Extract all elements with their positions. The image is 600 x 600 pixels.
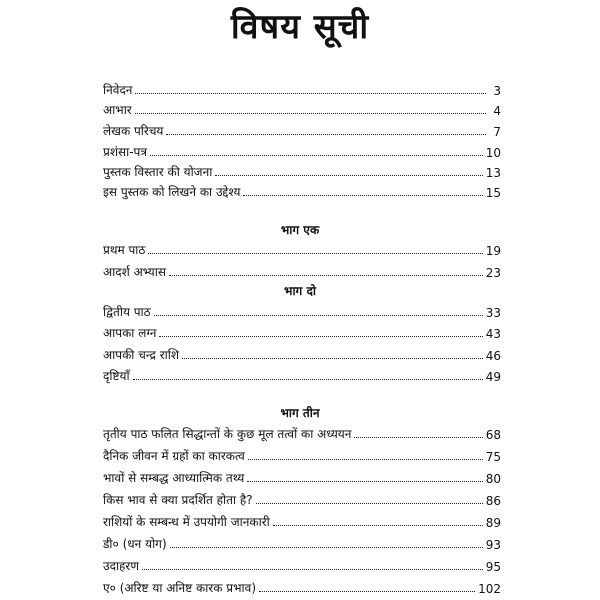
toc-entry xyxy=(103,466,501,486)
entry-label: इस पुस्तक को लिखने का उद्देश्य xyxy=(103,185,241,199)
dot-leader xyxy=(135,113,486,114)
entry-page: 46 xyxy=(485,349,501,363)
entry-label: आपका लग्न xyxy=(103,326,157,340)
entry-page: 86 xyxy=(485,494,501,508)
dot-leader xyxy=(169,275,483,276)
section-heading-part-three: भाग तीन xyxy=(280,406,320,420)
entry-label: तृतीय पाठ फलित सिद्धान्तों के कुछ मूल तत्वों का अध्ययन xyxy=(103,427,352,441)
entry-page: 4 xyxy=(493,104,501,118)
entry-label: प्रथम पाठ xyxy=(103,243,146,257)
entry-label: दैनिक जीवन में ग्रहों का कारकत्व xyxy=(103,449,245,463)
toc-entry xyxy=(103,576,501,596)
dot-leader xyxy=(256,503,483,504)
entry-label: आभार xyxy=(103,103,132,117)
toc-entry xyxy=(103,510,501,530)
entry-page: 3 xyxy=(493,84,501,98)
dot-leader xyxy=(248,459,483,460)
toc-entry xyxy=(103,488,501,508)
entry-label: ए० (अरिष्ट या अनिष्ट कारक प्रभाव) xyxy=(103,581,257,595)
toc-entry xyxy=(103,238,501,258)
entry-page: 23 xyxy=(485,266,501,280)
dot-leader xyxy=(154,315,483,316)
dot-leader xyxy=(150,155,483,156)
dot-leader xyxy=(273,525,483,526)
section-heading-part-one: भाग एक xyxy=(280,223,320,237)
toc-entry xyxy=(103,321,501,341)
entry-page: 19 xyxy=(485,244,501,258)
dot-leader xyxy=(215,175,482,176)
toc-entry xyxy=(103,364,501,384)
toc-entry xyxy=(103,160,501,180)
toc-entry xyxy=(103,300,501,320)
toc-entry xyxy=(103,260,501,280)
entry-label: आदर्श अभ्यास xyxy=(103,265,166,279)
dot-leader xyxy=(259,591,475,592)
entry-label: दृष्टियाँ xyxy=(103,369,130,383)
toc-entry xyxy=(103,180,501,200)
entry-label: आपकी चन्द्र राशि xyxy=(103,348,180,362)
entry-label: किस भाव से क्या प्रदर्शित होता है? xyxy=(103,493,253,507)
entry-page: 75 xyxy=(485,450,501,464)
entry-label: प्रशंसा-पत्र xyxy=(103,145,147,159)
entry-label: राशियों के सम्बन्ध में उपयोगी जानकारी xyxy=(103,515,270,529)
dot-leader xyxy=(170,547,483,548)
entry-page: 95 xyxy=(485,560,501,574)
entry-page: 7 xyxy=(493,125,501,139)
dot-leader xyxy=(133,379,483,380)
toc-entry xyxy=(103,554,501,574)
dot-leader xyxy=(243,195,482,196)
toc-entry xyxy=(103,532,501,552)
entry-page: 102 xyxy=(478,582,501,596)
dot-leader xyxy=(166,134,486,135)
page-title: विषय सूची xyxy=(230,7,370,47)
toc-entry xyxy=(103,444,501,464)
entry-label: लेखक परिचय xyxy=(103,124,164,138)
entry-page: 49 xyxy=(485,370,501,384)
toc-entry xyxy=(103,78,501,98)
toc-entry xyxy=(103,140,501,160)
entry-page: 68 xyxy=(485,428,501,442)
dot-leader xyxy=(247,481,482,482)
entry-label: डी० (धन योग) xyxy=(103,537,167,551)
dot-leader xyxy=(182,358,483,359)
toc-entry xyxy=(103,98,501,118)
entry-page: 15 xyxy=(485,186,501,200)
toc-entry xyxy=(103,343,501,363)
entry-page: 13 xyxy=(485,166,501,180)
dot-leader xyxy=(354,437,482,438)
entry-label: निवेदन xyxy=(103,83,133,97)
entry-page: 80 xyxy=(485,472,501,486)
entry-page: 43 xyxy=(485,327,501,341)
entry-label: उदाहरण xyxy=(103,559,140,573)
dot-leader xyxy=(159,336,482,337)
entry-label: भावों से सम्बद्ध आध्यात्मिक तथ्य xyxy=(103,471,245,485)
dot-leader xyxy=(142,569,483,570)
toc-entry xyxy=(103,422,501,442)
entry-page: 33 xyxy=(485,306,501,320)
entry-page: 93 xyxy=(485,538,501,552)
dot-leader xyxy=(148,253,482,254)
section-heading-part-two: भाग दो xyxy=(284,284,316,298)
toc-entry xyxy=(103,119,501,139)
entry-page: 89 xyxy=(485,516,501,530)
entry-label: द्वितीय पाठ xyxy=(103,305,151,319)
entry-label: पुस्तक विस्तार की योजना xyxy=(103,165,213,179)
entry-page: 10 xyxy=(485,146,501,160)
dot-leader xyxy=(135,93,486,94)
